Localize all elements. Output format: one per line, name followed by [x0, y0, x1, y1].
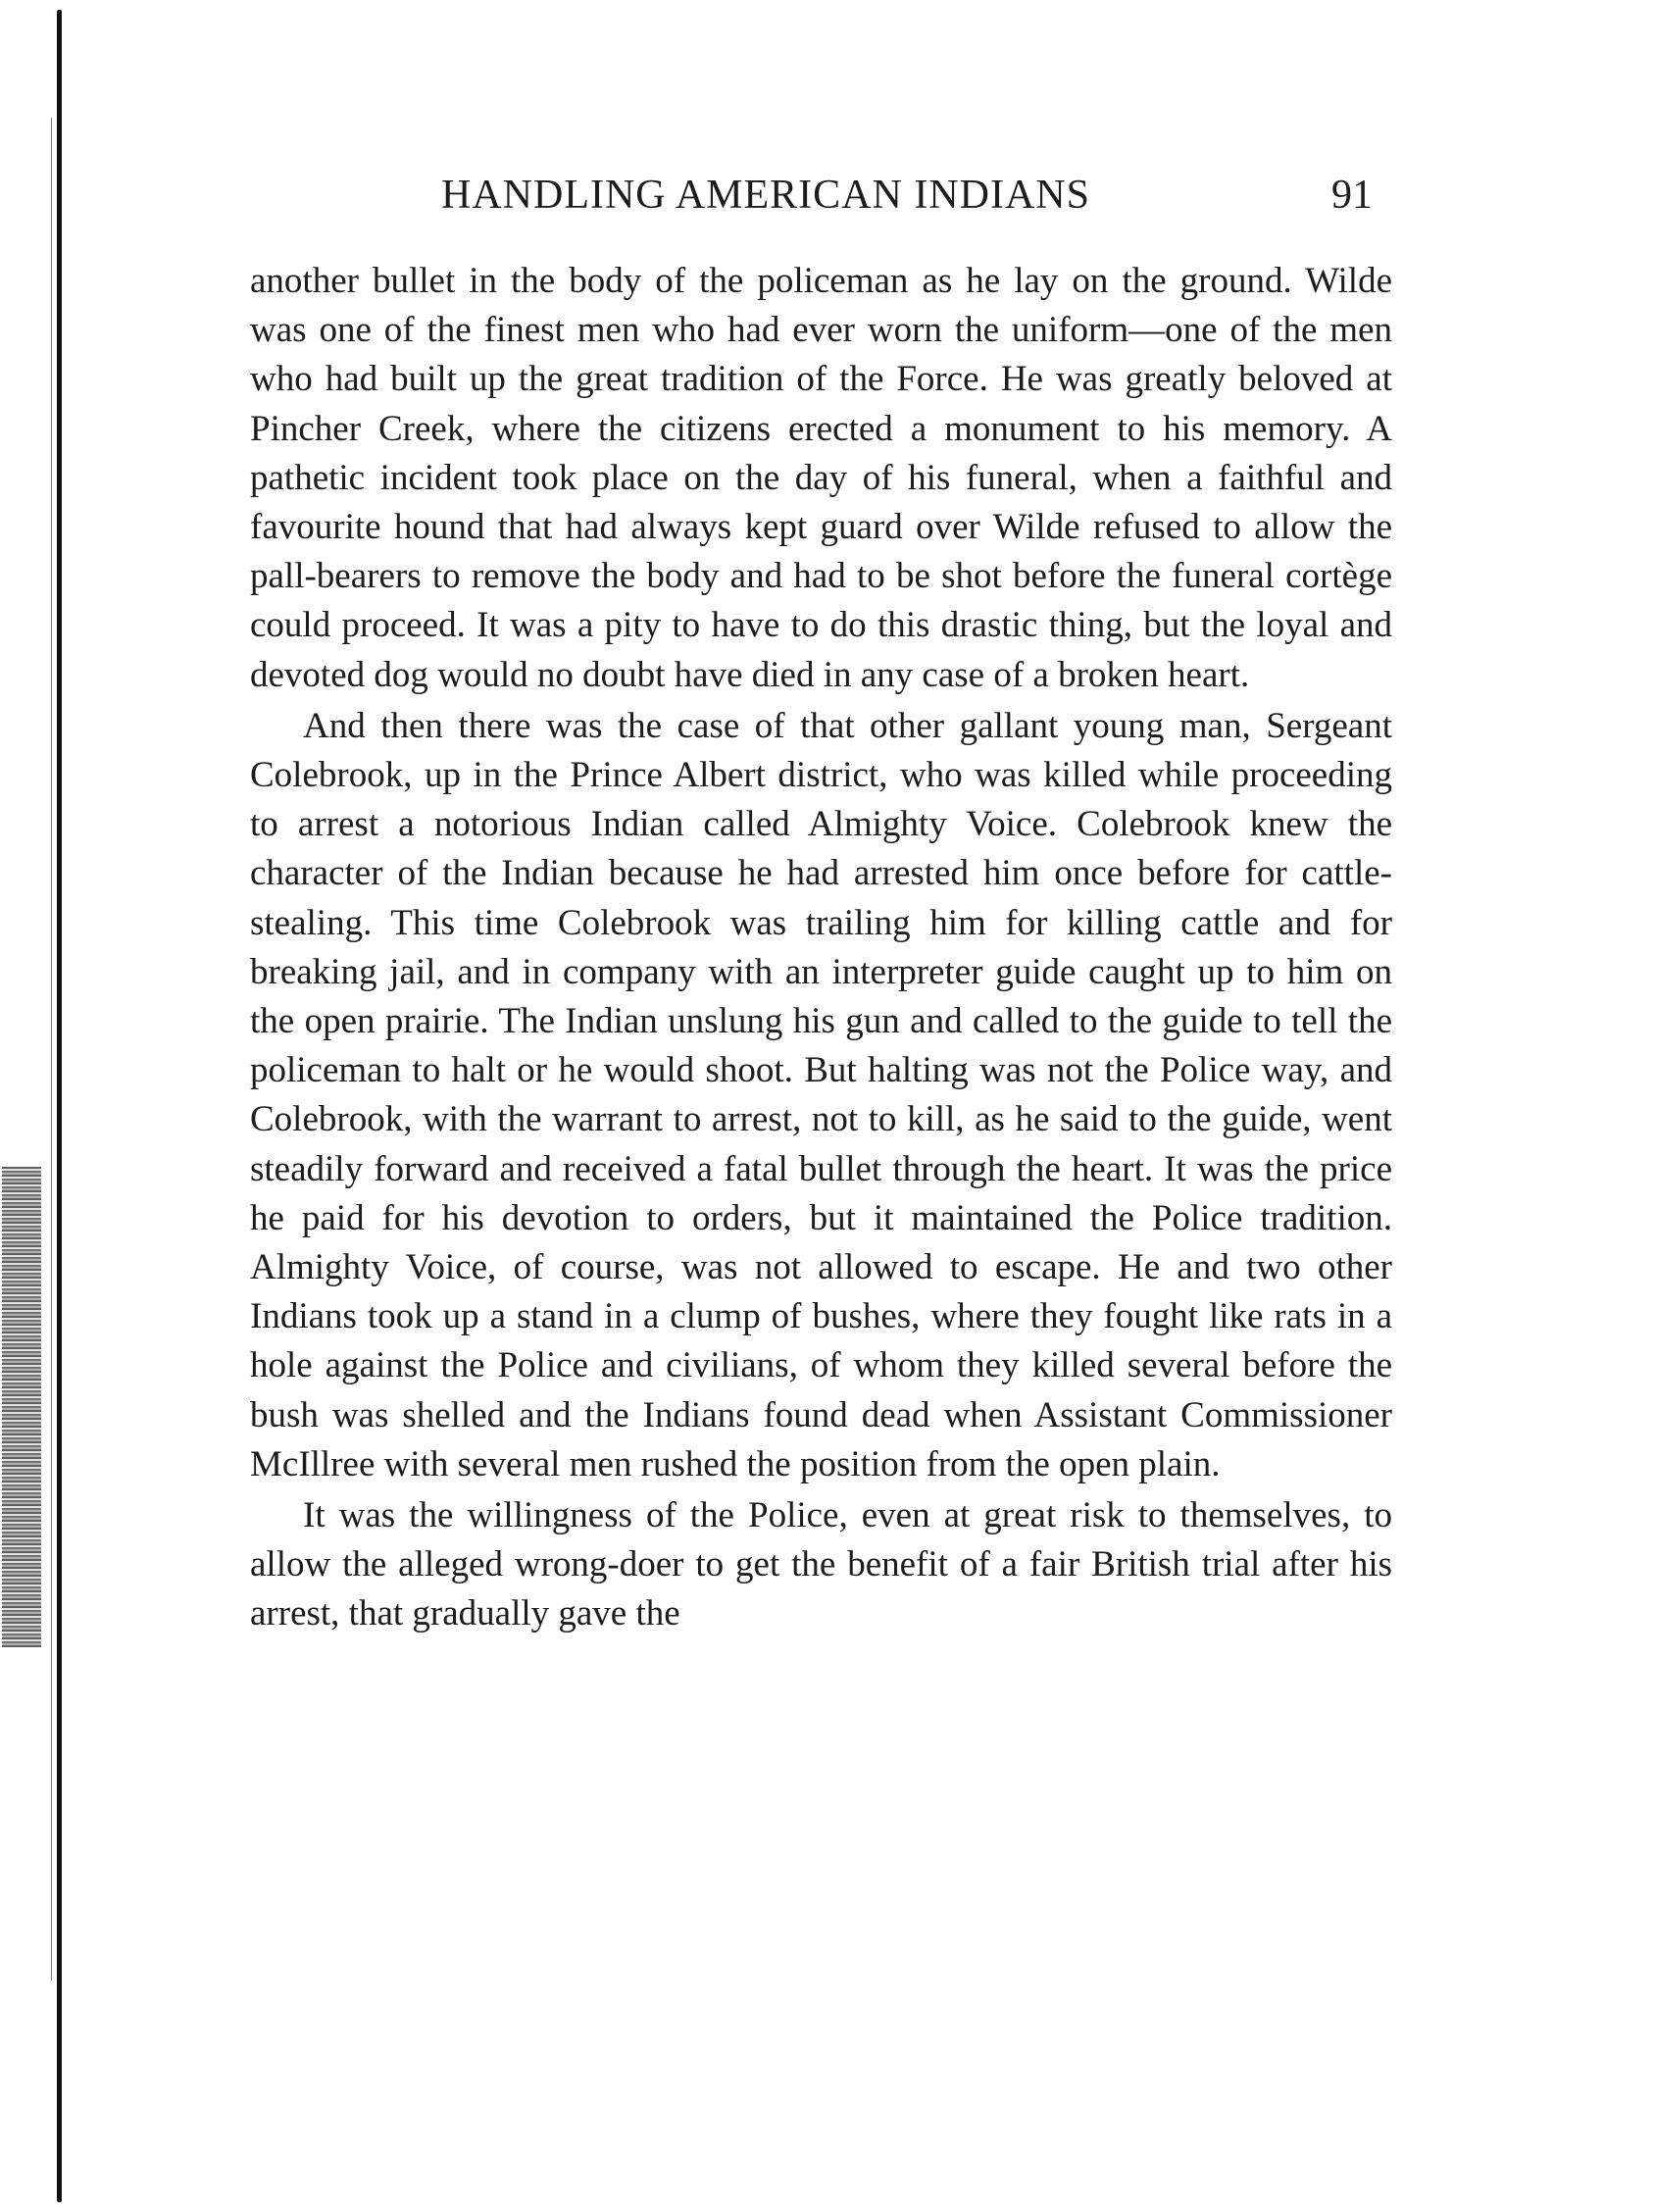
page-number: 91 [1331, 173, 1373, 218]
paragraph: It was the willingness of the Police, even at great risk to themselves, to allow the alleged wrong-doer to get the benefit of a fair British trial after his arrest, that gradually gave the [250, 1495, 1392, 1634]
binding-edge-shadow [51, 118, 52, 1981]
page-header [441, 172, 1382, 230]
paragraph: another bullet in the body of the policeman as he lay on the ground. Wilde was one of the finest men who had ever worn the uniform—one of the men who had built up the great tradition of the Force. He was greatly beloved at Pincher Creek, where the citizens erected a monument to his memory. A pathetic incident took place on the day of his funeral, when a faithful and favourite hound that had always kept guard over Wilde refused to allow the pall-bearers to remove the body and had to be shot before the funeral cortège could proceed. It was a pity to have to do this drastic thing, but the loyal and devoted dog would no doubt have died in any case of a broken heart. [250, 261, 1392, 695]
paragraph: And then there was the case of that other gallant young man, Sergeant Colebrook, up in the Prince Albert district, who was killed while proceeding to arrest a notorious Indian called Almighty Voice. Colebrook knew the character of the Indian because he had arrested him once before for cattle-stealing. This time Colebrook was trailing him for killing cattle and for breaking jail, and in company with an interpreter guide caught up to him on the open prairie. The Indian unslung his gun and called to the guide to tell the policeman to halt or he would shoot. But halting was not the Police way, and Colebrook, with the warrant to arrest, not to kill, as he said to the guide, went steadily forward and received a fatal bullet through the heart. It was the price he paid for his devotion to orders, but it maintained the Police tradition. Almighty Voice, of course, was not allowed to escape. He and two other Indians took up a stand in a clump of bushes, where they fought like rats in a hole against the Police and civilians, of whom they killed several before the bush was shelled and the Indians found dead when Assistant Commissioner McIllree with several men rushed the position from the open plain. [250, 705, 1392, 1484]
scan-artifact [2, 1167, 41, 1647]
running-title: HANDLING AMERICAN INDIANS [441, 173, 1090, 218]
body-text [250, 257, 1392, 1639]
binding-edge-line [57, 10, 62, 2202]
